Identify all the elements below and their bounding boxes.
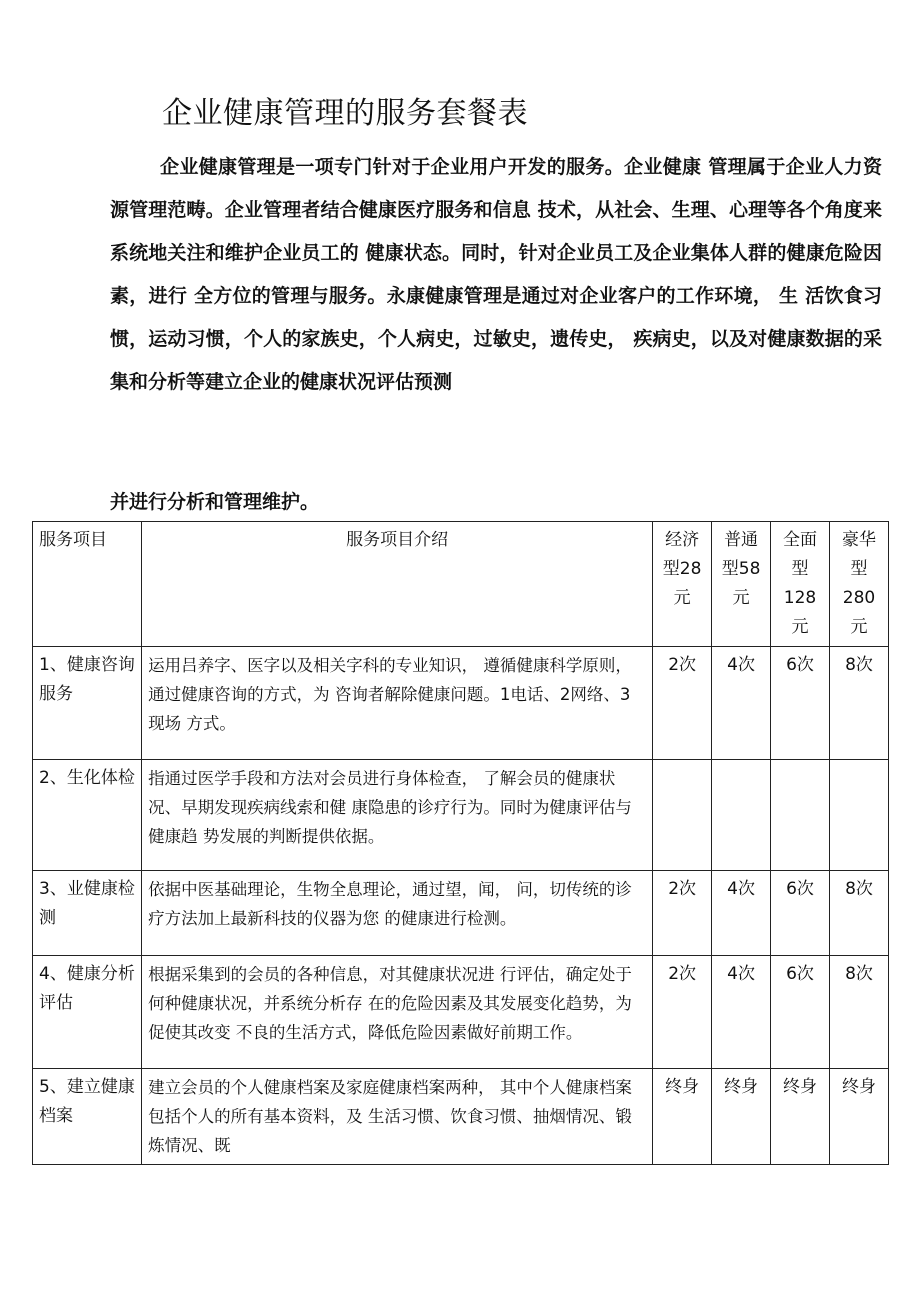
- service-description-cell: 根据采集到的会员的各种信息，对其健康状况进 行评估，确定处于何种健康状况，并系统分析存 在的危险因素及其发展变化趋势，为促使其改变 不良的生活方式，降低危险因素做好前期工作。: [142, 956, 653, 1069]
- tier-standard-cell: 4次: [712, 956, 771, 1069]
- table-row: [33, 871, 889, 956]
- tier-luxury-cell: 终身: [830, 1069, 889, 1165]
- service-package-table: [32, 521, 889, 1165]
- intro-paragraph-continued: 并进行分析和管理维护。: [110, 491, 320, 513]
- service-description-cell: 建立会员的个人健康档案及家庭健康档案两种， 其中个人健康档案包括个人的所有基本资料，及 生活习惯、饮食习惯、抽烟情况、锻炼情况、既: [142, 1069, 653, 1165]
- header-service-item: 服务项目: [33, 522, 142, 647]
- tier-economy-cell: 2次: [653, 871, 712, 956]
- tier-luxury-cell: 8次: [830, 647, 889, 760]
- tier-economy-cell: 终身: [653, 1069, 712, 1165]
- service-item-cell: 4、健康分析评估: [33, 956, 142, 1069]
- tier-luxury-cell: [830, 760, 889, 871]
- tier-standard-cell: 4次: [712, 871, 771, 956]
- table-row: [33, 647, 889, 760]
- table-header-row: [33, 522, 889, 647]
- header-service-description: 服务项目介绍: [142, 522, 653, 647]
- header-tier-standard: 普通型58元: [712, 522, 771, 647]
- service-description-cell: 运用吕养字、医字以及相关字科的专业知识， 遵循健康科学原则，通过健康咨询的方式，为 咨询者解除健康问题。1电话、2网络、3现场 方式。: [142, 647, 653, 760]
- tier-economy-cell: [653, 760, 712, 871]
- header-tier-economy: 经济型28元: [653, 522, 712, 647]
- document-title: 企业健康管理的服务套餐表: [162, 96, 528, 131]
- service-item-cell: 2、生化体检: [33, 760, 142, 871]
- tier-luxury-cell: 8次: [830, 871, 889, 956]
- service-item-cell: 3、业健康检测: [33, 871, 142, 956]
- header-tier-luxury: 豪华型280元: [830, 522, 889, 647]
- tier-comprehensive-cell: 6次: [771, 956, 830, 1069]
- service-item-cell: 1、健康咨询服务: [33, 647, 142, 760]
- tier-standard-cell: 4次: [712, 647, 771, 760]
- service-description-cell: 指通过医学手段和方法对会员进行身体检查， 了解会员的健康状况、早期发现疾病线索和健 康隐患的诊疗行为。同时为健康评估与健康趋 势发展的判断提供依据。: [142, 760, 653, 871]
- service-description-cell: 依据中医基础理论，生物全息理论，通过望，闻， 问，切传统的诊疗方法加上最新科技的仪器为您 的健康进行检测。: [142, 871, 653, 956]
- tier-economy-cell: 2次: [653, 956, 712, 1069]
- header-tier-comprehensive: 全面型128元: [771, 522, 830, 647]
- tier-luxury-cell: 8次: [830, 956, 889, 1069]
- intro-paragraph: 企业健康管理是一项专门针对于企业用户开发的服务。企业健康 管理属于企业人力资源管理范畴。企业管理者结合健康医疗服务和信息 技术，从社会、生理、心理等各个角度来系统地关注和维护企业员工的 健康状态。同时，针对企业员工及企业集体人群的健康危险因素，进行 全方位的管理与服务。永康健康管理是通过对企业客户的工作环境， 生 活饮食习惯，运动习惯，个人的家族史，个人病史，过敏史，遗传史， 疾病史，以及对健康数据的采集和分析等建立企业的健康状况评估预测: [110, 156, 882, 393]
- table-row: [33, 760, 889, 871]
- tier-comprehensive-cell: [771, 760, 830, 871]
- service-item-cell: 5、建立健康档案: [33, 1069, 142, 1165]
- table-row: [33, 1069, 889, 1165]
- table-row: [33, 956, 889, 1069]
- tier-comprehensive-cell: 6次: [771, 871, 830, 956]
- tier-standard-cell: 终身: [712, 1069, 771, 1165]
- tier-comprehensive-cell: 终身: [771, 1069, 830, 1165]
- tier-economy-cell: 2次: [653, 647, 712, 760]
- tier-comprehensive-cell: 6次: [771, 647, 830, 760]
- tier-standard-cell: [712, 760, 771, 871]
